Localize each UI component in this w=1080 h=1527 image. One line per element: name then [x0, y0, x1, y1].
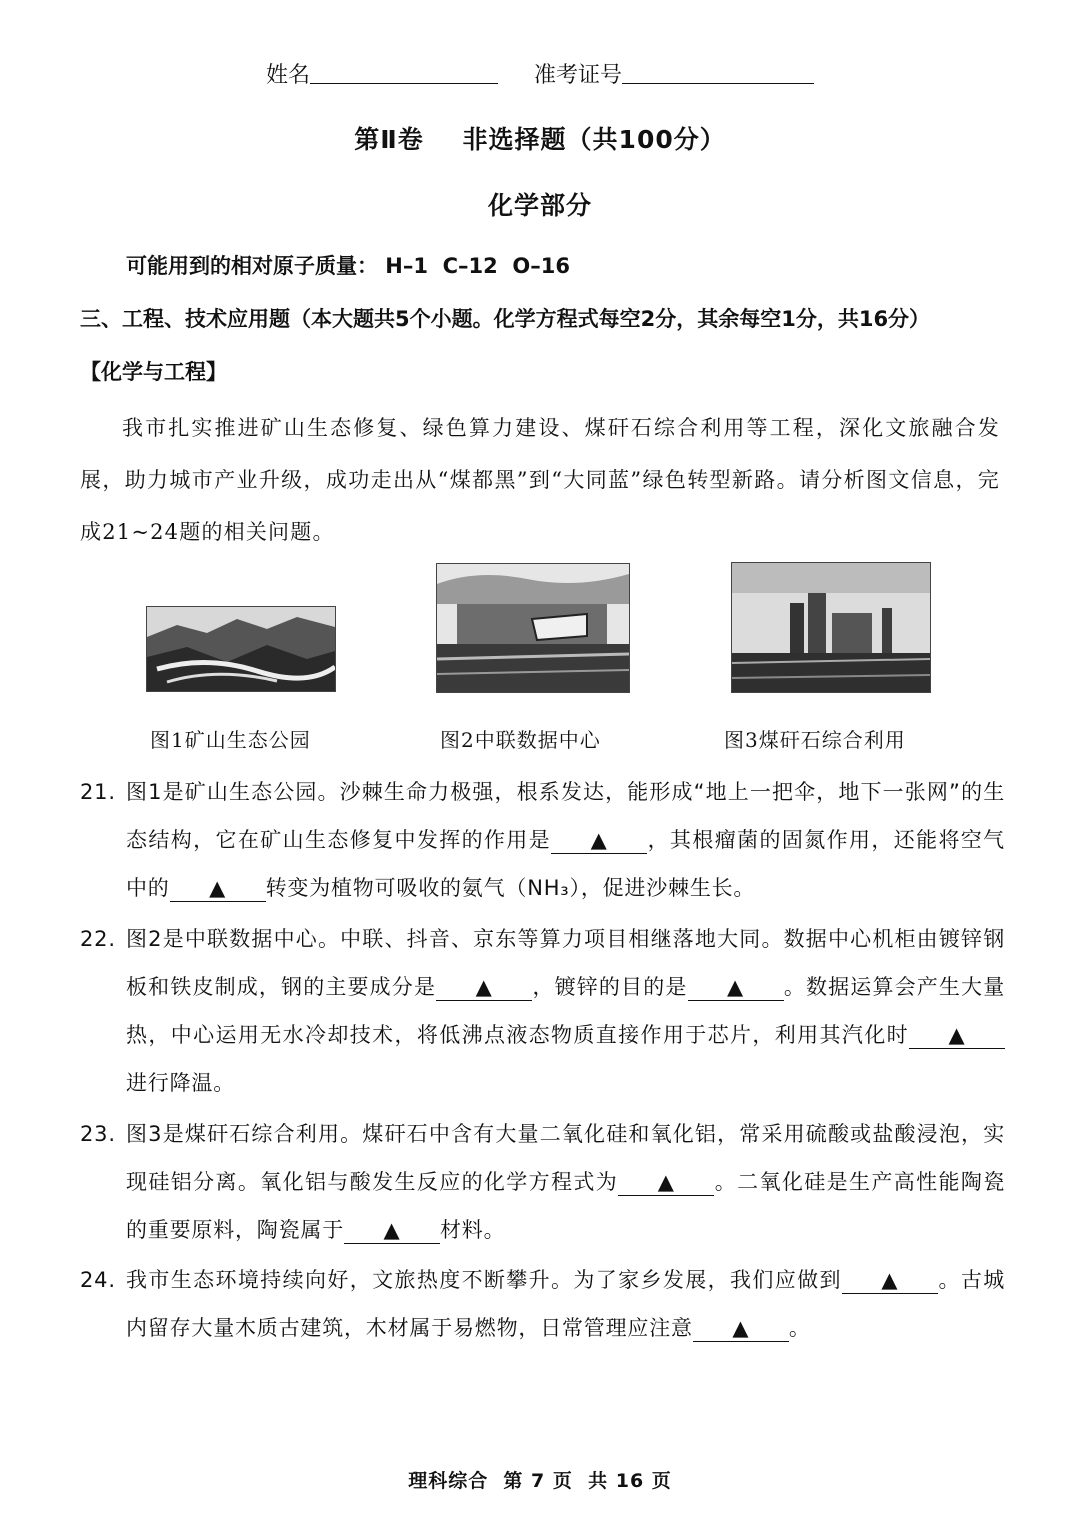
- figure-1-mine-park-photo: [146, 606, 336, 692]
- question-text: ，镀锌的目的是: [532, 975, 688, 999]
- question-text: 。: [788, 1316, 811, 1340]
- question-text: 图2是中联数据中心。中联、抖音、京东等算力项目相继落地大同。数据中心机柜由镀锌钢板和铁皮制成，钢的主要成分是: [126, 927, 1005, 999]
- answer-blank[interactable]: ▲: [436, 974, 532, 1001]
- question-number: 21.: [80, 780, 116, 804]
- atomic-masses: 可能用到的相对原子质量： H–1 C–12 O–16: [126, 254, 570, 278]
- question-text: 进行降温。: [126, 1071, 235, 1095]
- question-number: 22.: [80, 927, 116, 951]
- candidate-info-row: [0, 58, 1080, 89]
- name-blank[interactable]: [310, 63, 498, 84]
- answer-blank[interactable]: ▲: [618, 1169, 714, 1196]
- question-number: 23.: [80, 1122, 116, 1146]
- answer-blank[interactable]: ▲: [909, 1022, 1005, 1049]
- figure-3-caption: 图3煤矸石综合利用: [724, 728, 906, 752]
- question-text: 我市生态环境持续向好，文旅热度不断攀升。为了家乡发展，我们应做到: [126, 1268, 842, 1292]
- question-text: ，其根瘤菌的固氮作用，还能将空气中的: [126, 828, 1005, 900]
- answer-blank[interactable]: ▲: [344, 1217, 440, 1244]
- answer-blank[interactable]: ▲: [688, 974, 784, 1001]
- answer-blank[interactable]: ▲: [551, 827, 647, 854]
- question-21: [80, 768, 1005, 912]
- question-23: [80, 1110, 1005, 1254]
- question-text: 。二氧化硅是生产高性能陶瓷的重要原料，陶瓷属于: [126, 1170, 1005, 1242]
- question-text: 。古城内留存大量木质古建筑，木材属于易燃物，日常管理应注意: [126, 1268, 1005, 1340]
- figure-1-caption: 图1矿山生态公园: [150, 728, 311, 752]
- answer-blank[interactable]: ▲: [170, 875, 266, 902]
- question-text: 。数据运算会产生大量热，中心运用无水冷却技术，将低沸点液态物质直接作用于芯片，利用其汽化时: [126, 975, 1005, 1047]
- question-text: 图3是煤矸石综合利用。煤矸石中含有大量二氧化硅和氧化铝，常采用硫酸或盐酸浸泡，实现硅铝分离。氧化铝与酸发生反应的化学方程式为: [126, 1122, 1005, 1194]
- question-24: [80, 1256, 1005, 1352]
- exam-id-blank[interactable]: [622, 63, 814, 84]
- section-title: 第Ⅱ卷 非选择题（共100分）: [354, 125, 726, 154]
- question-text: 图1是矿山生态公园。沙棘生命力极强，根系发达，能形成“地上一把伞，地下一张网”的生态结构，它在矿山生态修复中发挥的作用是: [126, 780, 1005, 852]
- subsection-heading: 【化学与工程】: [80, 360, 227, 384]
- intro-paragraph: 我市扎实推进矿山生态修复、绿色算力建设、煤矸石综合利用等工程，深化文旅融合发展，助力城市产业升级，成功走出从“煤都黑”到“大同蓝”绿色转型新路。请分析图文信息，完成21~24题的相关问题。: [80, 416, 1000, 544]
- answer-blank[interactable]: ▲: [842, 1267, 938, 1294]
- figure-2-caption: 图2中联数据中心: [440, 728, 601, 752]
- page-footer: 理科综合 第 7 页 共 16 页: [408, 1470, 672, 1492]
- figure-2-data-center-photo: [436, 563, 630, 693]
- subject-title: 化学部分: [487, 191, 592, 220]
- question-number: 24.: [80, 1268, 116, 1292]
- answer-blank[interactable]: ▲: [693, 1315, 789, 1342]
- question-text: 材料。: [440, 1218, 506, 1242]
- name-label: 姓名: [265, 63, 310, 88]
- figure-3-coal-gangue-photo: [731, 562, 931, 693]
- question-text: 转变为植物可吸收的氨气（NH₃），促进沙棘生长。: [265, 876, 756, 900]
- question-22: [80, 915, 1005, 1107]
- section-three-heading: 三、工程、技术应用题（本大题共5个小题。化学方程式每空2分，其余每空1分，共16分）: [80, 307, 931, 331]
- exam-id-label: 准考证号: [534, 63, 623, 88]
